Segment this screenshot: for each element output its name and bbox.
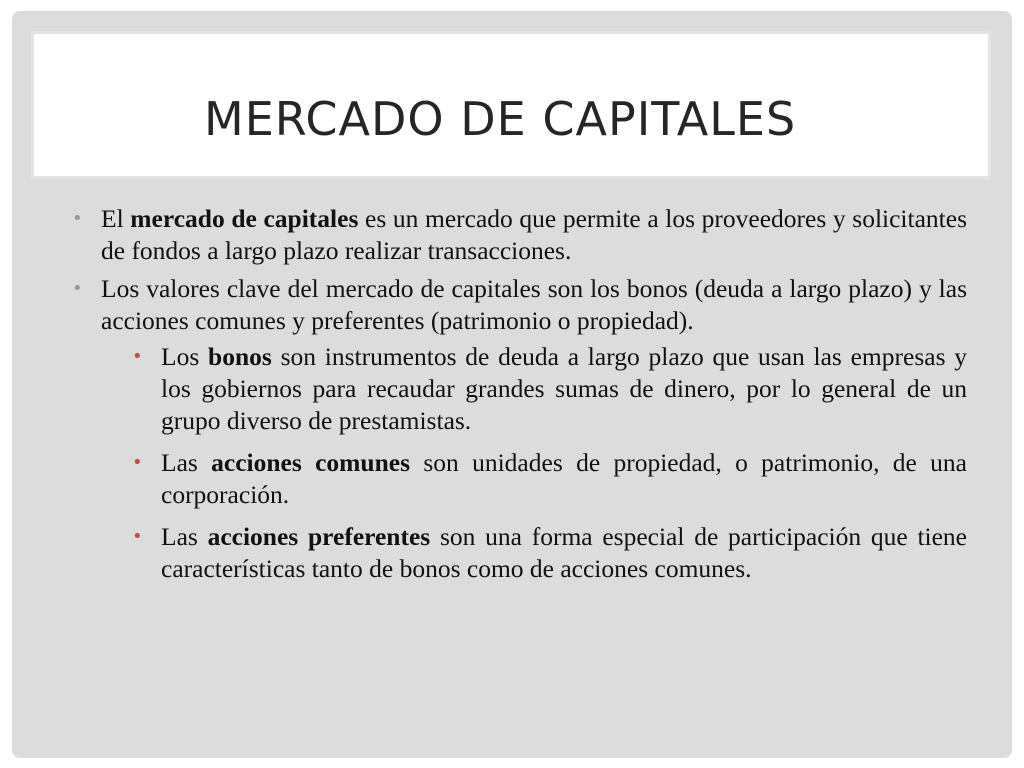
sub-bullet-text-bold: acciones preferentes	[207, 522, 431, 551]
sub-bullet-item	[132, 521, 967, 585]
bullet-dot-icon: •	[72, 208, 83, 229]
bullet-text-pre: El	[101, 204, 131, 233]
sub-bullet-item	[132, 341, 967, 437]
sub-bullet-text-post: son unidades de propiedad, o patrimonio, de una corporación.	[161, 448, 967, 509]
bullet-text-bold: mercado de capitales	[130, 204, 359, 233]
sub-bullet-text-bold: acciones comunes	[211, 448, 411, 477]
bullet-item	[72, 203, 967, 267]
bullet-list	[72, 203, 967, 585]
sub-bullet-text-pre: Los	[161, 342, 209, 371]
sub-bullet-dot-icon: •	[132, 346, 143, 367]
bullet-dot-icon: •	[72, 278, 83, 299]
sub-bullet-dot-icon: •	[132, 452, 143, 473]
bullet-item	[72, 273, 967, 585]
bullet-text: Los valores clave del mercado de capitales son los bonos (deuda a largo plazo) y las acciones comunes y preferentes (patrimonio o propiedad).	[101, 274, 967, 335]
sub-bullet-dot-icon: •	[132, 526, 143, 547]
slide	[12, 11, 1012, 758]
slide-content	[72, 203, 967, 595]
sub-bullet-text-post: son instrumentos de deuda a largo plazo que usan las empresas y los gobiernos para recaudar grandes sumas de dinero, por lo general de un grupo diverso de prestamistas.	[161, 342, 967, 435]
sub-bullet-item	[132, 447, 967, 511]
sub-bullet-text-pre: Las	[161, 448, 212, 477]
bullet-text-post: es un mercado que permite a los proveedores y solicitantes de fondos a largo plazo realizar transacciones.	[101, 204, 967, 265]
sub-bullet-list	[101, 341, 967, 585]
title-box	[31, 31, 991, 179]
sub-bullet-text-post: son una forma especial de participación que tiene características tanto de bonos como de acciones comunes.	[161, 522, 967, 583]
slide-title: MERCADO DE CAPITALES	[204, 92, 797, 146]
sub-bullet-text-pre: Las	[161, 522, 208, 551]
sub-bullet-text-bold: bonos	[208, 342, 272, 371]
